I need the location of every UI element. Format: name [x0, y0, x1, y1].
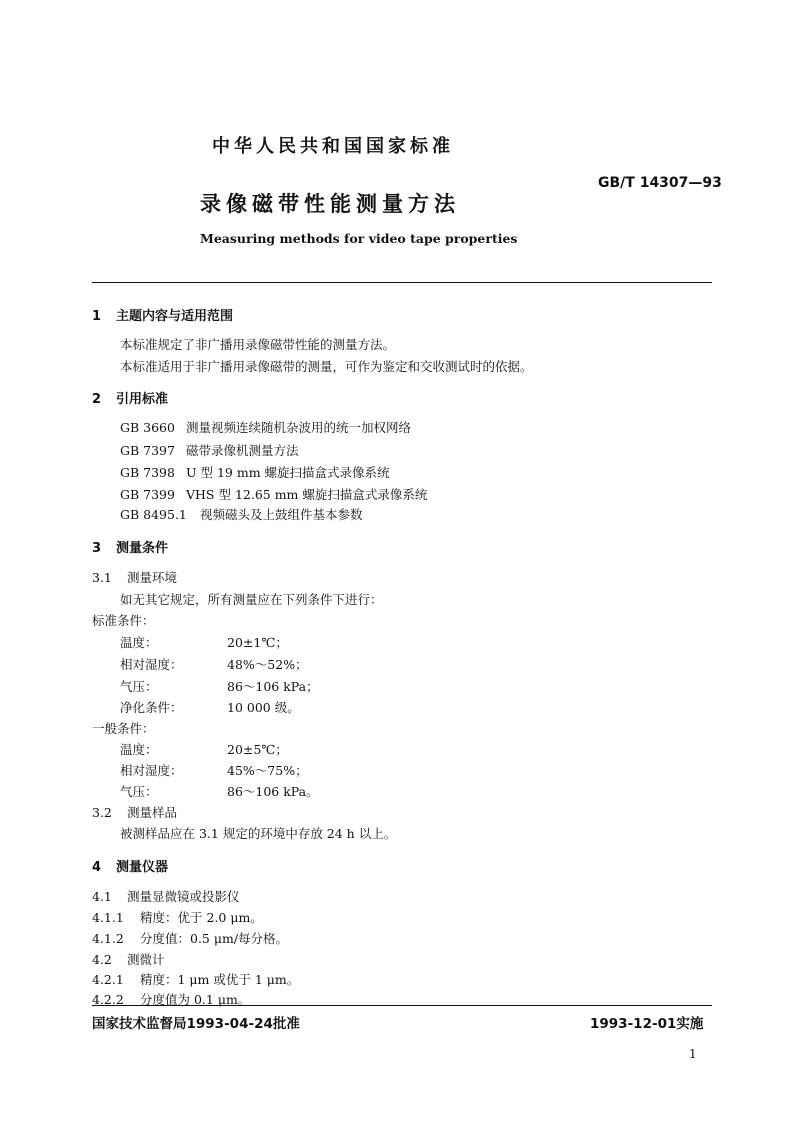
instrument-item — [92, 887, 240, 905]
document-title-en: Measuring methods for video tape properties — [200, 231, 518, 246]
reference-title: VHS 型 12.65 mm 螺旋扫描盒式录像系统 — [186, 487, 428, 502]
reference-code: GB 3660 — [120, 420, 175, 435]
condition-label: 气压： — [120, 784, 158, 799]
reference-item — [120, 485, 427, 503]
condition-row — [120, 782, 319, 800]
item-number: 4.2.2 — [92, 992, 124, 1007]
instrument-item — [92, 950, 165, 968]
subsection-3-1-heading — [92, 568, 177, 586]
national-standard-heading: 中华人民共和国国家标准 — [212, 136, 454, 157]
instrument-item — [92, 929, 288, 947]
condition-row — [120, 761, 308, 779]
condition-label: 净化条件： — [120, 700, 183, 715]
subsection-3-2-heading — [92, 803, 177, 821]
section-number: 1 — [92, 309, 102, 324]
item-number: 4.2.1 — [92, 972, 124, 987]
item-text: 测微计 — [127, 952, 165, 967]
item-text: 分度值：0.5 μm/每分格。 — [140, 931, 289, 946]
header-rule — [92, 282, 712, 283]
condition-row — [120, 655, 308, 673]
approval-date: 国家技术监督局1993-04-24批准 — [92, 1016, 300, 1032]
section-number: 4 — [92, 860, 102, 875]
paragraph: 本标准规定了非广播用录像磁带性能的测量方法。 — [120, 337, 396, 352]
condition-value: 20±5℃； — [227, 742, 288, 757]
implementation-date: 1993-12-01实施 — [590, 1016, 704, 1032]
reference-title: 磁带录像机测量方法 — [186, 443, 299, 458]
document-title-cn: 录像磁带性能测量方法 — [200, 192, 460, 216]
condition-value: 45%～75%； — [227, 763, 308, 778]
subsection-title: 测量样品 — [127, 805, 178, 820]
item-number: 4.1 — [92, 889, 112, 904]
item-text: 分度值为 0.1 μm。 — [140, 992, 251, 1007]
condition-row — [120, 633, 288, 651]
reference-item — [120, 463, 390, 481]
item-number: 4.2 — [92, 952, 112, 967]
subsection-number: 3.1 — [92, 570, 112, 585]
section-number: 2 — [92, 392, 102, 407]
reference-item — [120, 418, 411, 436]
section-4-heading — [92, 856, 168, 875]
section-title: 测量条件 — [116, 541, 169, 556]
reference-title: 视频磁头及上鼓组件基本参数 — [200, 507, 363, 522]
paragraph: 本标准适用于非广播用录像磁带的测量，可作为鉴定和交收测试时的依据。 — [120, 359, 533, 374]
condition-value: 86～106 kPa。 — [227, 784, 319, 799]
item-number: 4.1.1 — [92, 910, 124, 925]
condition-row — [120, 677, 319, 695]
condition-label: 温度： — [120, 635, 158, 650]
reference-title: U 型 19 mm 螺旋扫描盒式录像系统 — [186, 465, 390, 480]
subsection-number: 3.2 — [92, 805, 112, 820]
condition-value: 48%～52%； — [227, 657, 308, 672]
reference-code: GB 7398 — [120, 465, 175, 480]
instrument-item — [92, 970, 299, 988]
item-text: 精度：优于 2.0 μm。 — [140, 910, 263, 925]
section-3-heading — [92, 537, 168, 556]
reference-item — [120, 505, 363, 523]
section-title: 主题内容与适用范围 — [116, 309, 234, 324]
condition-value: 86～106 kPa； — [227, 679, 319, 694]
instrument-item — [92, 908, 263, 926]
subsection-title: 测量环境 — [127, 570, 178, 585]
condition-value: 10 000 级。 — [227, 700, 300, 715]
condition-label: 相对湿度： — [120, 657, 183, 672]
condition-row — [120, 740, 288, 758]
general-conditions-label: 一般条件： — [92, 721, 155, 736]
condition-label: 相对湿度： — [120, 763, 183, 778]
item-text: 测量显微镜或投影仪 — [127, 889, 240, 904]
condition-label: 气压： — [120, 679, 158, 694]
condition-row — [120, 698, 300, 716]
paragraph: 被测样品应在 3.1 规定的环境中存放 24 h 以上。 — [120, 826, 397, 841]
section-1-heading — [92, 305, 233, 324]
section-number: 3 — [92, 541, 102, 556]
section-2-heading — [92, 388, 168, 407]
condition-label: 温度： — [120, 742, 158, 757]
reference-title: 测量视频连续随机杂波用的统一加权网络 — [186, 420, 412, 435]
footer-rule — [92, 1005, 712, 1006]
section-title: 引用标准 — [116, 392, 169, 407]
page-number: 1 — [689, 1047, 697, 1061]
item-text: 精度：1 μm 或优于 1 μm。 — [140, 972, 300, 987]
reference-item — [120, 441, 299, 459]
paragraph: 如无其它规定，所有测量应在下列条件下进行： — [120, 592, 383, 607]
standard-conditions-label: 标准条件： — [92, 613, 155, 628]
section-title: 测量仪器 — [116, 860, 169, 875]
reference-code: GB 7399 — [120, 487, 175, 502]
condition-value: 20±1℃； — [227, 635, 288, 650]
item-number: 4.1.2 — [92, 931, 124, 946]
reference-code: GB 8495.1 — [120, 507, 187, 522]
reference-code: GB 7397 — [120, 443, 175, 458]
standard-code: GB/T 14307—93 — [598, 175, 722, 191]
